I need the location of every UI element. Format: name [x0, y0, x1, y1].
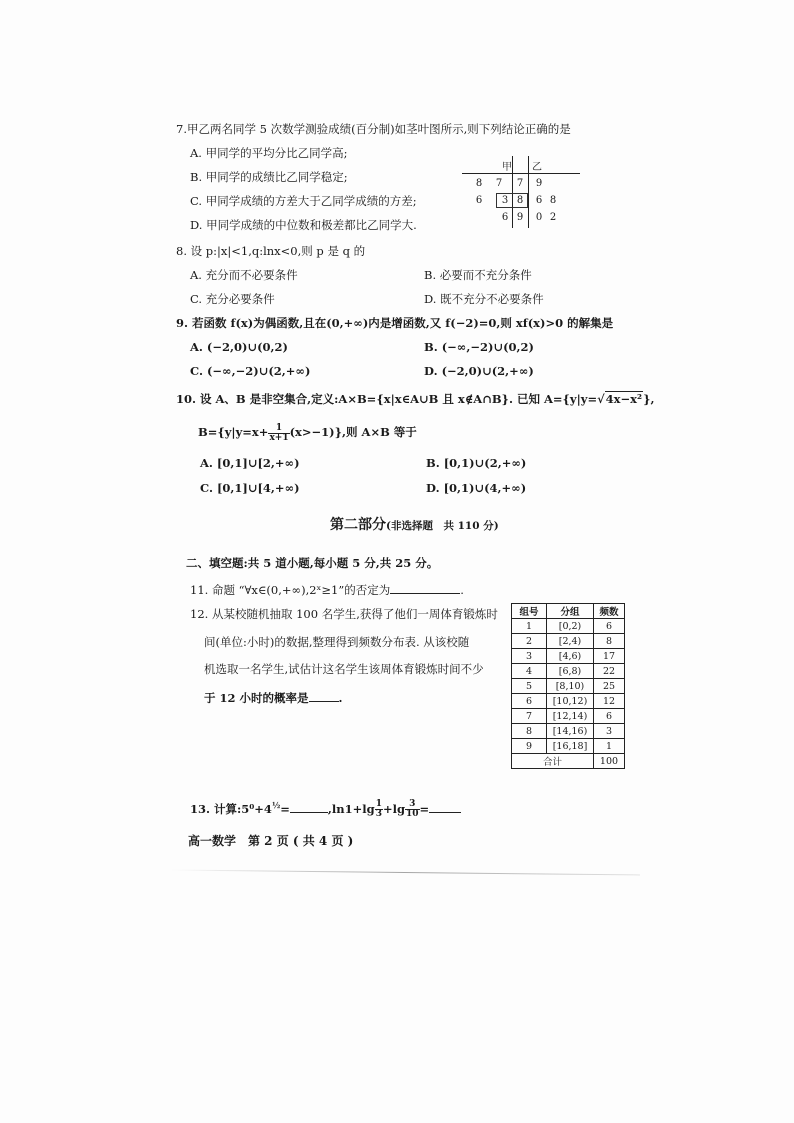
q8-option-a: A. 充分而不必要条件: [190, 268, 298, 282]
q10-line2-end: (x>−1)},则 A×B 等于: [289, 425, 417, 439]
q13-answer-blank-2: [429, 801, 461, 813]
stem-leaf-leaf: 8: [549, 195, 557, 206]
table-cell: 7: [512, 709, 547, 724]
q11-answer-blank: [390, 582, 460, 594]
stem-leaf-leaf: 9: [535, 178, 543, 189]
q12-line-4: [204, 690, 343, 705]
stem-leaf-hline: [462, 173, 580, 174]
q10-stem-end: },: [643, 392, 655, 406]
stem-leaf-vline-right: [528, 156, 529, 228]
q11-end: .: [460, 583, 464, 597]
stem-leaf-leaf: 6: [475, 195, 483, 206]
table-cell: 8: [594, 634, 625, 649]
table-total-label: 合计: [512, 754, 594, 769]
q8-option-c: C. 充分必要条件: [190, 292, 275, 306]
table-cell: [16,18]: [547, 739, 594, 754]
q10-option-b: B. [0,1)∪(2,+∞): [426, 456, 527, 470]
q8-option-b: B. 必要而不充分条件: [424, 268, 532, 282]
q10-line2-start: B={y|y=x+: [198, 425, 269, 439]
q7-stem: 7.甲乙两名同学 5 次数学测验成绩(百分制)如茎叶图所示,则下列结论正确的是: [176, 122, 571, 136]
stem-leaf-header-right: 乙: [532, 162, 542, 173]
q10-stem-text: 10. 设 A、B 是非空集合,定义:A×B={x|x∈A∪B 且 x∉A∩B}. 已知 A={y|y=: [176, 392, 598, 406]
q8-option-d: D. 既不充分不必要条件: [424, 292, 544, 306]
table-row: [512, 679, 625, 694]
q12-line-3: 机选取一名学生,试估计这名学生该周体育锻炼时间不少: [204, 662, 484, 676]
q13-frac2-num: 3: [405, 800, 420, 810]
table-row: [512, 739, 625, 754]
q10-frac-num: 1: [268, 424, 289, 434]
table-header-row: [512, 604, 625, 619]
q13-eq: =: [280, 801, 290, 816]
page-footer: 高一数学 第 2 页 ( 共 4 页 ): [188, 834, 354, 848]
q12-end: .: [338, 691, 343, 705]
table-total-row: [512, 754, 625, 769]
stem-leaf-leaf: 2: [549, 212, 557, 223]
q12-line-4-text: 于 12 小时的概率是: [204, 691, 309, 705]
table-row: [512, 694, 625, 709]
q13-plus: +lg: [382, 801, 406, 816]
frequency-table: [511, 603, 625, 769]
table-cell: [0,2): [547, 619, 594, 634]
q12-line-1: 12. 从某校随机抽取 100 名学生,获得了他们一周体育锻炼时: [190, 607, 498, 621]
q7-option-a: A. 甲同学的平均分比乙同学高;: [190, 146, 348, 160]
stem-leaf-leaf: 6: [535, 195, 543, 206]
table-row: [512, 664, 625, 679]
table-cell: [2,4): [547, 634, 594, 649]
q13-exponent: ½: [271, 800, 281, 810]
table-total-value: 100: [594, 754, 625, 769]
table-cell: 3: [594, 724, 625, 739]
table-cell: 5: [512, 679, 547, 694]
q7-option-b: B. 甲同学的成绩比乙同学稳定;: [190, 170, 348, 184]
part2-title-text: 第二部分: [330, 517, 386, 533]
scan-edge-shadow: [170, 870, 640, 876]
table-cell: [14,16): [547, 724, 594, 739]
q10-line2: [198, 422, 417, 443]
part2-subtitle: (非选择题 共 110 分): [386, 520, 499, 532]
q10-option-c: C. [0,1]∪[4,+∞): [200, 481, 300, 495]
table-row: [512, 634, 625, 649]
q11-text: 11. 命题 “∀x∈(0,+∞),2ˣ≥1”的否定为: [190, 583, 391, 597]
q13-eq2: =: [419, 801, 430, 816]
table-cell: 9: [512, 739, 547, 754]
table-cell: 3: [512, 649, 547, 664]
q13-mid: ,ln1+lg: [327, 801, 375, 816]
q10-option-a: A. [0,1]∪[2,+∞): [200, 456, 300, 470]
q9-option-a: A. (−2,0)∪(0,2): [190, 340, 288, 354]
q7-option-d: D. 甲同学成绩的中位数和极差都比乙同学大.: [190, 218, 417, 232]
q13-frac1-den: 3: [375, 809, 382, 820]
table-row: [512, 619, 625, 634]
stem-leaf-header-left: 甲: [502, 162, 512, 173]
q11-stem: [190, 582, 464, 597]
table-cell: 6: [512, 694, 547, 709]
table-cell: 1: [594, 739, 625, 754]
stem-leaf-stem: 7: [516, 178, 524, 189]
q9-option-d: D. (−2,0)∪(2,+∞): [424, 364, 534, 378]
table-row: [512, 724, 625, 739]
part2-title: [330, 518, 499, 533]
q10-sqrt-expr: 4x−x²: [605, 392, 643, 406]
stem-leaf-stem: 9: [516, 212, 524, 223]
stem-leaf-leaf: 7: [495, 178, 503, 189]
table-cell: 6: [594, 709, 625, 724]
table-cell: 4: [512, 664, 547, 679]
q10-option-d: D. [0,1)∪(4,+∞): [426, 481, 527, 495]
table-row: [512, 709, 625, 724]
table-cell: 25: [594, 679, 625, 694]
stem-leaf-leaf: 6: [501, 212, 509, 223]
q10-stem: [176, 392, 654, 406]
stem-leaf-leaf: 8: [475, 178, 483, 189]
table-cell: 1: [512, 619, 547, 634]
table-cell: 2: [512, 634, 547, 649]
table-header: 分组: [547, 604, 594, 619]
table-cell: 12: [594, 694, 625, 709]
stem-leaf-stem: 8: [516, 195, 524, 206]
q7-option-c: C. 甲同学成绩的方差大于乙同学成绩的方差;: [190, 194, 417, 208]
table-cell: 22: [594, 664, 625, 679]
table-cell: [12,14): [547, 709, 594, 724]
table-header: 组号: [512, 604, 547, 619]
q10-fraction: [268, 424, 289, 443]
q12-answer-blank: [309, 690, 339, 702]
fill-section-heading: 二、填空题:共 5 道小题,每小题 5 分,共 25 分。: [186, 556, 439, 570]
table-cell: [10,12): [547, 694, 594, 709]
q13-frac2-den: 10: [406, 809, 419, 820]
table-row: [512, 649, 625, 664]
q8-stem: 8. 设 p:|x|<1,q:lnx<0,则 p 是 q 的: [176, 244, 366, 258]
stem-leaf-plot: [462, 156, 580, 228]
q13-fraction-2: [405, 800, 420, 819]
sqrt-symbol: √: [597, 392, 605, 406]
q13-fraction-1: [375, 800, 383, 819]
stem-leaf-leaf: 0: [535, 212, 543, 223]
table-cell: [6,8): [547, 664, 594, 679]
table-cell: 6: [594, 619, 625, 634]
table-cell: 17: [594, 649, 625, 664]
q12-line-2: 间(单位:小时)的数据,整理得到频数分布表. 从该校随: [204, 635, 470, 649]
table-cell: 8: [512, 724, 547, 739]
q9-option-c: C. (−∞,−2)∪(2,+∞): [190, 364, 311, 378]
q13-answer-blank-1: [290, 801, 328, 813]
table-cell: [8,10): [547, 679, 594, 694]
q9-stem: 9. 若函数 f(x)为偶函数,且在(0,+∞)内是增函数,又 f(−2)=0,则 xf(x)>0 的解集是: [176, 316, 614, 330]
q13-start: 13. 计算:5⁰+4: [190, 801, 272, 816]
table-header: 频数: [594, 604, 625, 619]
q10-frac-den: x+1: [269, 432, 289, 443]
q13-stem: [190, 794, 461, 820]
table-cell: [4,6): [547, 649, 594, 664]
q9-option-b: B. (−∞,−2)∪(0,2): [424, 340, 534, 354]
stem-leaf-leaf: 3: [501, 195, 509, 206]
q13-frac1-num: 1: [375, 799, 382, 810]
